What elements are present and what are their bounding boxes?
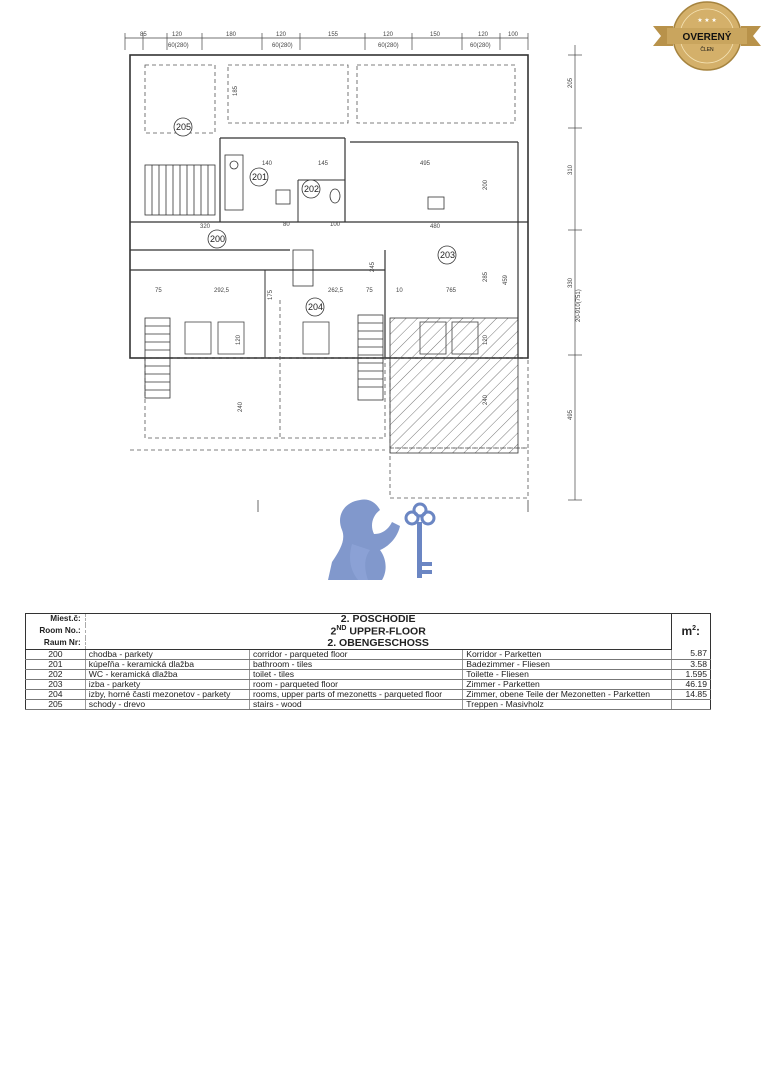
title-en-sup: ND <box>336 625 347 633</box>
dim-label: 185 <box>233 85 239 96</box>
name-de-cell: Treppen - Masivholz <box>463 699 671 709</box>
window-label: 60(280) <box>378 43 399 49</box>
dim-label: 20-910(751) <box>576 289 582 322</box>
name-en-cell: room - parqueted floor <box>249 679 462 689</box>
svg-text:★ ★ ★: ★ ★ ★ <box>697 18 717 24</box>
area-cell: 14.85 <box>671 689 711 699</box>
room-label-200: 200 <box>210 234 226 244</box>
area-cell <box>671 699 711 709</box>
dim-label: 765 <box>446 288 457 294</box>
room-label-205: 205 <box>176 122 192 132</box>
legend-header-row <box>26 614 711 626</box>
room-markers <box>174 118 456 316</box>
unit-text: m <box>681 624 693 639</box>
room-label-204: 204 <box>308 302 324 312</box>
name-en-cell: corridor - parqueted floor <box>249 649 462 659</box>
name-de-cell: Toilette - Fliesen <box>463 669 671 679</box>
dim-label: 75 <box>366 288 373 294</box>
dim-label: 200 <box>483 179 489 190</box>
dim-label: 495 <box>420 161 431 167</box>
hatched-area <box>390 318 518 453</box>
window-label: 60(280) <box>168 43 189 49</box>
dim-label: 459 <box>503 274 509 285</box>
dim-label: 100 <box>330 222 341 228</box>
table-row <box>26 699 711 709</box>
badge-sub: ČLEN <box>700 47 714 53</box>
room-number-cell: 204 <box>26 689 86 699</box>
title-en-num: 2 <box>330 625 337 638</box>
table-row <box>26 659 711 669</box>
room-number-cell: 200 <box>26 649 86 659</box>
dim-label: 310 <box>568 164 574 175</box>
dim-label: 285 <box>483 271 489 282</box>
title-sk: 2. POSCHODIE <box>340 613 416 625</box>
area-cell: 3.58 <box>671 659 711 669</box>
dim-label: 85 <box>140 32 147 38</box>
staircase-left <box>145 165 215 215</box>
table-row <box>26 649 711 659</box>
dim-label: 245 <box>370 261 376 272</box>
right-dimension-line <box>568 45 582 500</box>
room-number-cell: 203 <box>26 679 86 689</box>
legend-header-row <box>26 625 711 638</box>
room-label-202: 202 <box>304 184 320 194</box>
dim-label: 150 <box>430 32 441 38</box>
name-sk-cell: schody - drevo <box>85 699 249 709</box>
unit-header <box>671 614 711 650</box>
dim-label: 120 <box>172 32 183 38</box>
dim-label: 180 <box>226 32 237 38</box>
dim-label: 120 <box>276 32 287 38</box>
dim-label: 120 <box>383 32 394 38</box>
title-en <box>85 625 671 638</box>
window-label: 60(280) <box>272 43 293 49</box>
dim-label: 120 <box>236 334 242 345</box>
lion-key-logo <box>322 496 440 584</box>
label-room-no-sk: Miest.č: <box>26 614 86 626</box>
label-room-no-en: Room No.: <box>26 625 86 638</box>
title-de: 2. OBENGESCHOSS <box>85 638 671 650</box>
room-number-cell: 201 <box>26 659 86 669</box>
table-row <box>26 669 711 679</box>
name-de-cell: Korridor - Parketten <box>463 649 671 659</box>
name-de-cell: Zimmer - Parketten <box>463 679 671 689</box>
dim-label: 120 <box>478 32 489 38</box>
room-label-203: 203 <box>440 250 456 260</box>
dim-label: 240 <box>238 401 244 412</box>
dim-label: 120 <box>483 334 489 345</box>
dim-label: 205 <box>568 77 574 88</box>
area-cell: 1.595 <box>671 669 711 679</box>
name-sk-cell: WC - keramická dlažba <box>85 669 249 679</box>
name-de-cell: Zimmer, obene Teile der Mezonetten - Parketten <box>463 689 671 699</box>
verified-member-badge <box>651 0 763 72</box>
building-walls <box>130 55 528 358</box>
dim-label: 495 <box>568 409 574 420</box>
dim-label: 262,5 <box>328 288 344 294</box>
name-de-cell: Badezimmer - Fliesen <box>463 659 671 669</box>
table-row <box>26 679 711 689</box>
dim-label: 175 <box>268 289 274 300</box>
room-number-cell: 205 <box>26 699 86 709</box>
name-sk-cell: izby, horné časti mezonetov - parkety <box>85 689 249 699</box>
title-en-rest: UPPER-FLOOR <box>346 625 426 638</box>
area-cell: 46.19 <box>671 679 711 689</box>
dim-label: 480 <box>430 224 441 230</box>
dim-label: 10 <box>396 288 403 294</box>
dim-label: 145 <box>318 161 329 167</box>
dim-label: 80 <box>283 222 290 228</box>
dim-label: 75 <box>155 288 162 294</box>
unit-sup: 2 <box>692 625 697 633</box>
dim-label: 320 <box>200 224 211 230</box>
name-sk-cell: izba - parkety <box>85 679 249 689</box>
table-row <box>26 689 711 699</box>
room-legend-table <box>25 613 711 710</box>
badge-text: OVERENÝ <box>682 32 732 43</box>
dim-label: 155 <box>328 32 339 38</box>
dim-label: 292,5 <box>214 288 230 294</box>
window-label: 60(280) <box>470 43 491 49</box>
dim-label: 240 <box>483 394 489 405</box>
name-sk-cell: chodba - parkety <box>85 649 249 659</box>
staircase-lower-left <box>145 318 170 398</box>
room-number-cell: 202 <box>26 669 86 679</box>
dim-label: 140 <box>262 161 273 167</box>
unit-colon: : <box>696 624 701 639</box>
name-en-cell: bathroom - tiles <box>249 659 462 669</box>
room-label-201: 201 <box>252 172 268 182</box>
legend-header-row <box>26 638 711 650</box>
name-en-cell: toilet - tiles <box>249 669 462 679</box>
name-en-cell: stairs - wood <box>249 699 462 709</box>
label-room-no-de: Raum Nr: <box>26 638 86 650</box>
dim-label: 330 <box>568 277 574 288</box>
area-cell: 5.87 <box>671 649 711 659</box>
name-en-cell: rooms, upper parts of mezonetts - parqueted floor <box>249 689 462 699</box>
name-sk-cell: kúpeľňa - keramická dlažba <box>85 659 249 669</box>
dim-label: 100 <box>508 32 519 38</box>
